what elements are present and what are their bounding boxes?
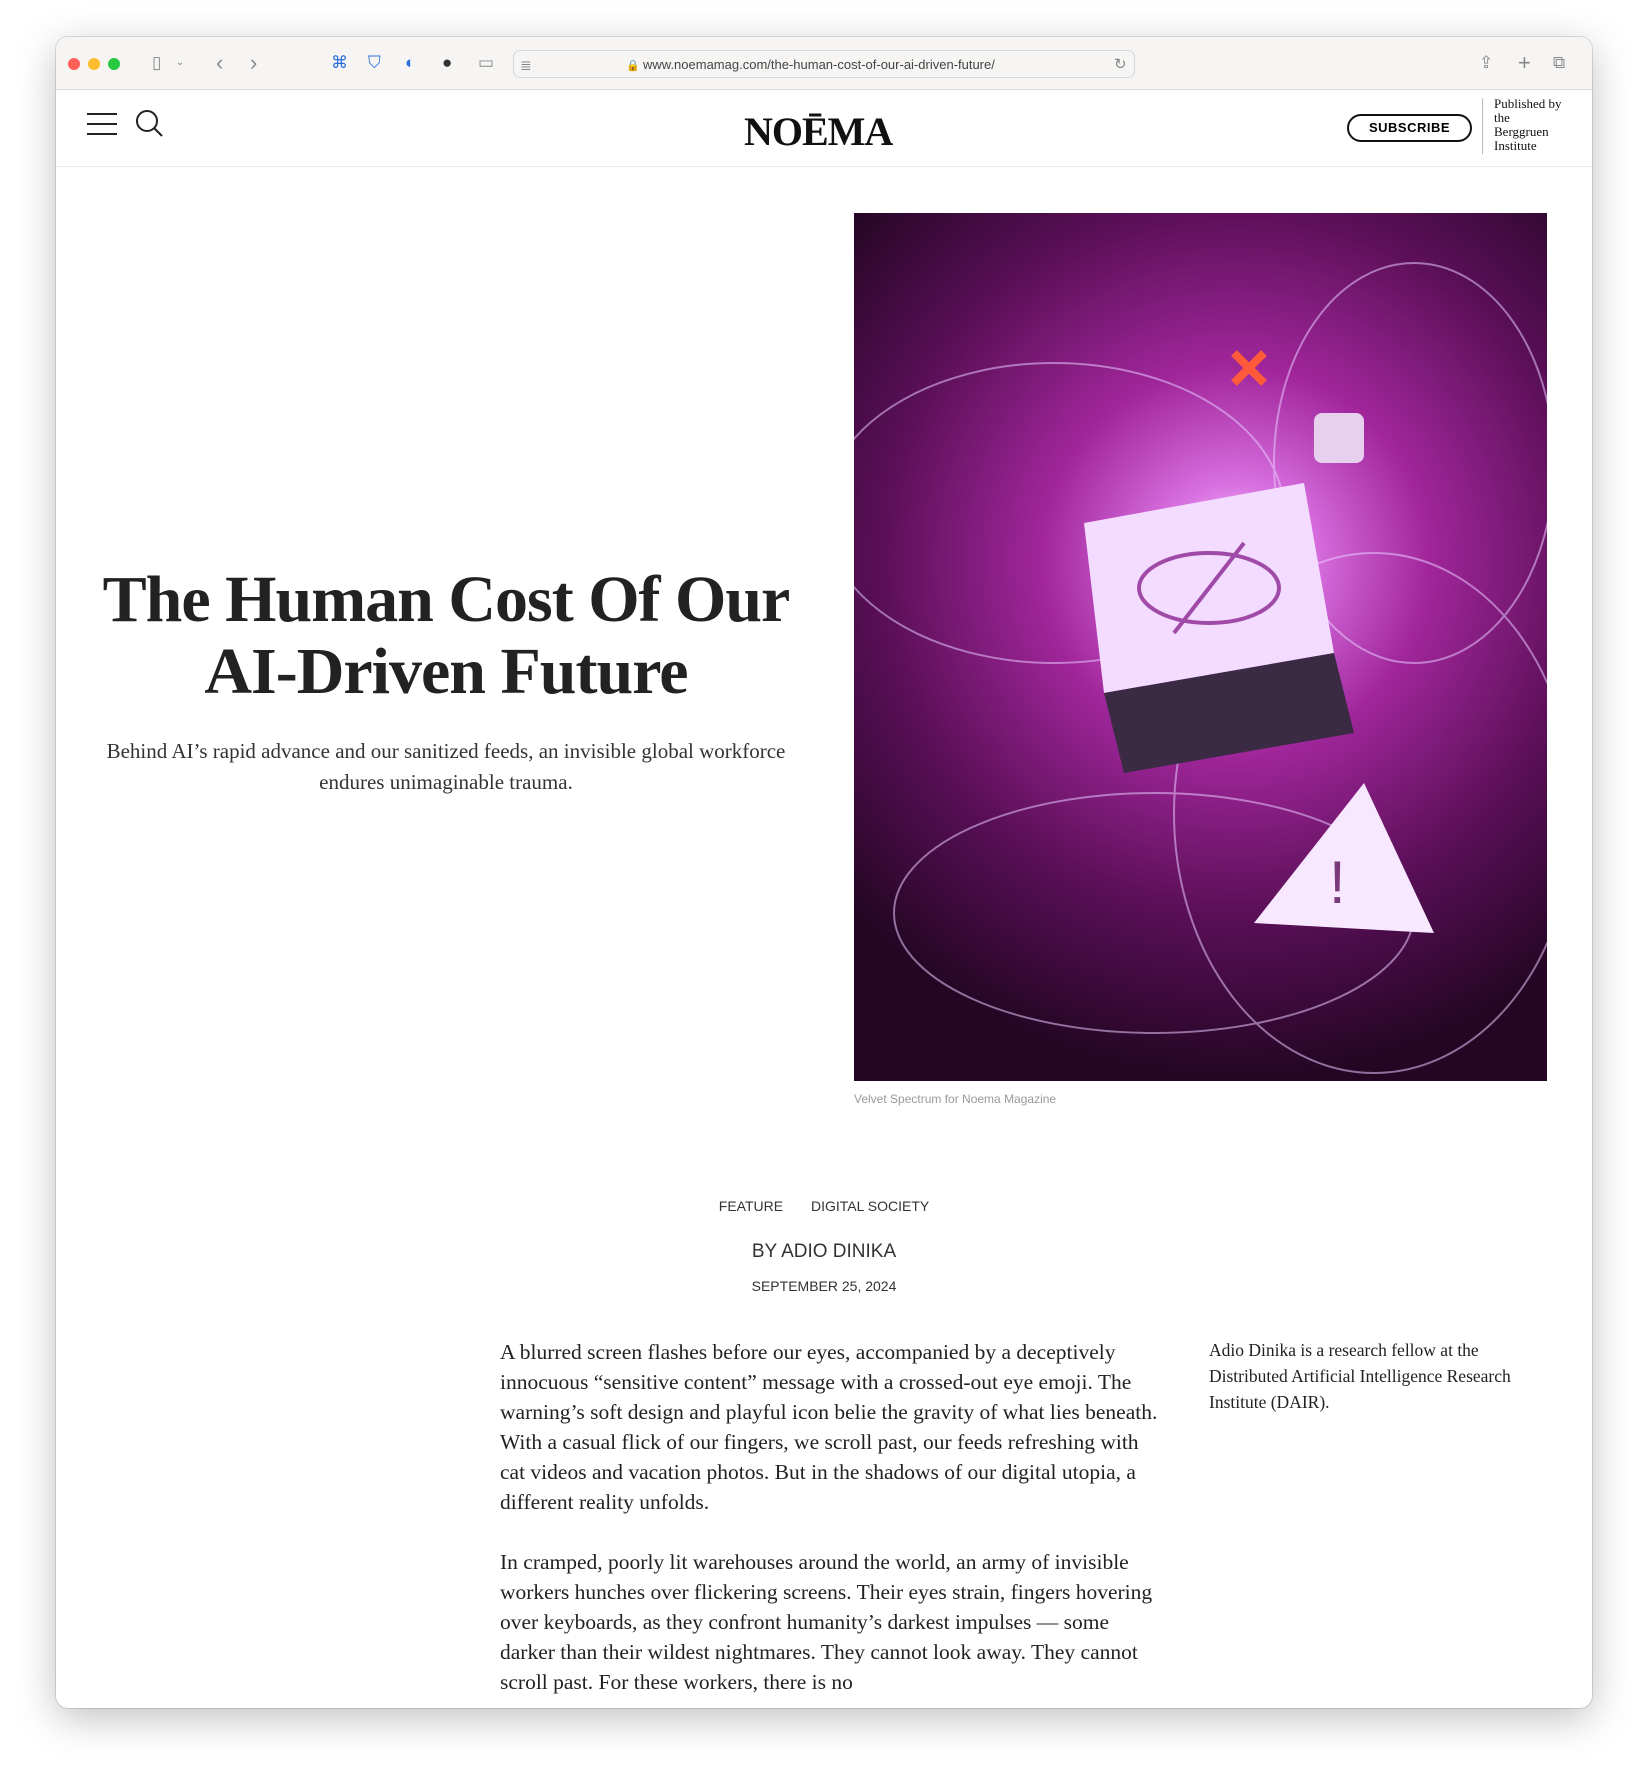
address-bar[interactable] — [513, 50, 1135, 78]
author-byline[interactable]: BY ADIO DINIKA — [751, 1241, 897, 1262]
browser-window — [56, 37, 1592, 1708]
back-icon[interactable]: ‹ — [216, 50, 224, 75]
translate-extension-icon[interactable]: ▭ — [478, 53, 495, 72]
svg-text:!: ! — [1329, 849, 1346, 916]
hero-illustration — [854, 213, 1547, 1081]
close-window-button[interactable] — [68, 58, 80, 70]
chevron-down-icon[interactable]: ⌄ — [176, 57, 185, 68]
article-body — [500, 1337, 1160, 1708]
forward-icon[interactable]: › — [250, 50, 258, 75]
publisher-note[interactable]: Published by the Berggruen Institute — [1494, 96, 1562, 153]
publish-date: SEPTEMBER 25, 2024 — [751, 1278, 897, 1294]
paragraph: A blurred screen flashes before our eyes, accompanied by a deceptively innocuous “sensitive content” message with a crossed-out eye emoji. The warning’s soft design and playful icon belie the gravity of what lies beneath. With a casual flick of our fingers, we scroll past, our feeds refreshing with cat videos and vacation photos. But in the shadows of our digital utopia, a different reality unfolds. — [500, 1340, 1158, 1514]
article-tags — [56, 1198, 1592, 1214]
extension-command-icon[interactable]: ⌘ — [331, 53, 348, 72]
header-divider — [1482, 98, 1483, 154]
hero-artwork — [854, 213, 1547, 1081]
tag-feature[interactable]: FEATURE — [718, 1198, 784, 1214]
article-dek: Behind AI’s rapid advance and our sanitized feeds, an invisible global workforce endures unimaginable trauma. — [106, 739, 786, 794]
url-text[interactable]: www.noemamag.com/the-human-cost-of-our-ai-driven-future/ — [643, 57, 995, 72]
privacy-extension-icon[interactable]: ● — [442, 53, 453, 72]
zoom-window-button[interactable] — [108, 58, 120, 70]
subscribe-button[interactable]: SUBSCRIBE — [1347, 114, 1472, 142]
article-title: The Human Cost Of Our AI-Driven Future — [102, 563, 790, 708]
noema-logo[interactable]: NOĒMA — [744, 109, 893, 154]
reader-icon[interactable]: ≣ — [520, 57, 532, 73]
sidebar-toggle-icon[interactable]: ▯ — [152, 53, 162, 72]
author-bio: Adio Dinika is a research fellow at the Distributed Artificial Intelligence Research Institute (DAIR). — [1209, 1340, 1511, 1412]
reload-icon[interactable]: ↻ — [1114, 56, 1127, 73]
tag-digital-society[interactable]: DIGITAL SOCIETY — [810, 1198, 930, 1214]
new-tab-icon[interactable]: + — [1518, 50, 1531, 75]
browser-toolbar — [56, 37, 1592, 90]
menu-icon[interactable] — [86, 112, 118, 136]
minimize-window-button[interactable] — [88, 58, 100, 70]
password-extension-icon[interactable]: ◐ — [405, 53, 416, 72]
share-icon[interactable]: ⇪ — [1479, 53, 1494, 72]
lock-icon: 🔒 — [626, 60, 640, 72]
search-icon[interactable] — [134, 108, 164, 138]
site-header — [56, 90, 1592, 167]
paragraph: In cramped, poorly lit warehouses around the world, an army of invisible workers hunches over flickering screens. Their eyes strain, fingers hovering over keyboards, as they confront humanity’s darkest impulses — some darker than their wildest nightmares. They cannot look away. They cannot scroll past. For these workers, there is no — [500, 1550, 1153, 1694]
pocket-extension-icon[interactable]: ⛉ — [368, 53, 381, 72]
image-caption: Velvet Spectrum for Noema Magazine — [854, 1092, 1057, 1106]
tab-overview-icon[interactable]: ⧉ — [1553, 53, 1566, 72]
